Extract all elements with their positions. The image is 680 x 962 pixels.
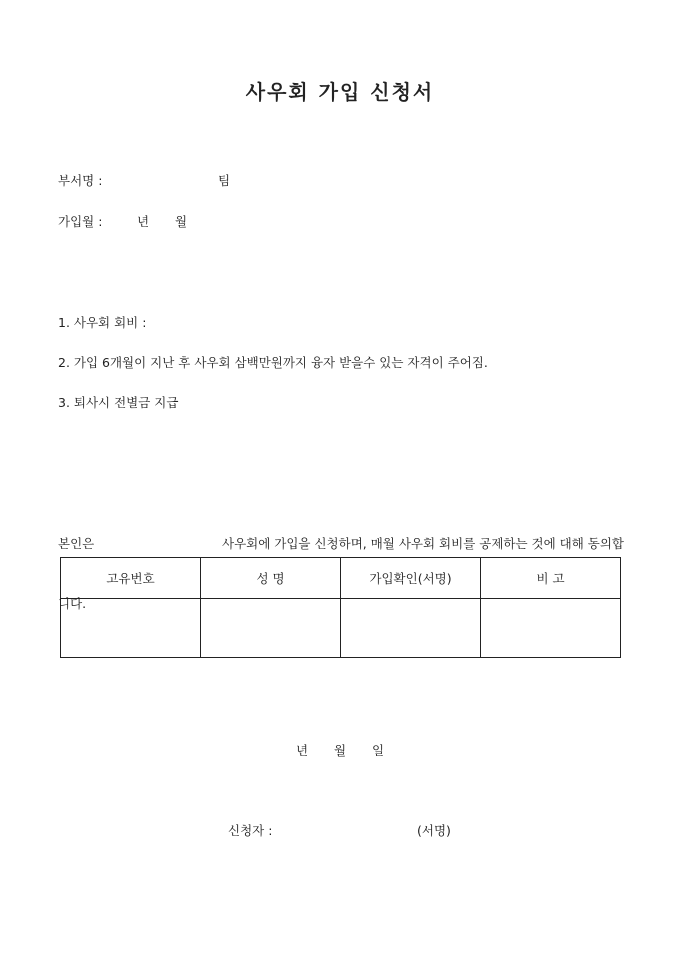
consent-line2: 니다.	[58, 596, 87, 611]
item-2: 2. 가입 6개월이 지난 후 사우회 삼백만원까지 융자 받을수 있는 자격이 주어짐.	[58, 355, 488, 370]
date-year: 년	[296, 743, 309, 758]
join-month-unit: 월	[175, 214, 188, 229]
applicant-sign: (서명)	[417, 823, 451, 838]
cell-name[interactable]	[201, 599, 341, 658]
date-day: 일	[372, 743, 385, 758]
header-id: 고유번호	[61, 558, 201, 599]
item-1: 1. 사우회 회비 :	[58, 315, 147, 330]
join-year-unit: 년	[137, 214, 150, 229]
consent-line1: 사우회에 가입을 신청하며, 매월 사우회 회비를 공제하는 것에 대해 동의합	[222, 536, 624, 551]
item-3: 3. 퇴사시 전별금 지급	[58, 395, 179, 410]
cell-note[interactable]	[481, 599, 621, 658]
cell-signature[interactable]	[341, 599, 481, 658]
department-label: 부서명 :	[58, 173, 103, 188]
join-month-label: 가입월 :	[58, 214, 103, 229]
header-signature: 가입확인(서명)	[341, 558, 481, 599]
table-row	[61, 599, 621, 658]
department-suffix: 팀	[218, 173, 231, 188]
date-month: 월	[334, 743, 347, 758]
cell-id[interactable]	[61, 599, 201, 658]
applicant-label: 신청자 :	[228, 823, 273, 838]
consent-prefix: 본인은	[58, 536, 95, 551]
header-note: 비 고	[481, 558, 621, 599]
page-title: 사우회 가입 신청서	[245, 80, 435, 104]
member-table	[60, 557, 621, 658]
table-header-row	[61, 558, 621, 599]
header-name: 성 명	[201, 558, 341, 599]
